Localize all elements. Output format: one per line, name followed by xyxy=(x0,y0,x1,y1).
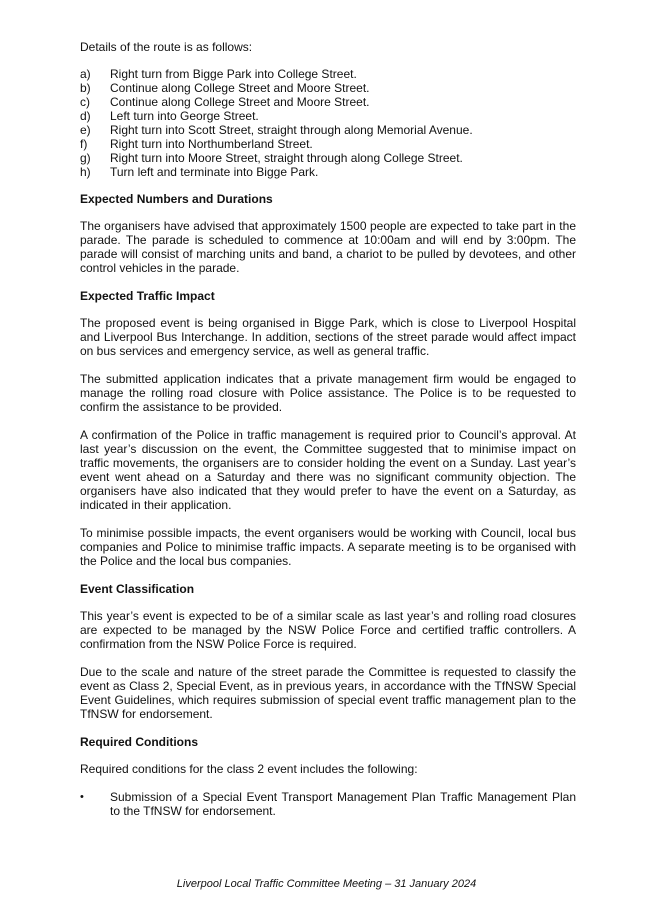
list-item-label: b) xyxy=(80,81,91,95)
list-item-label: g) xyxy=(80,151,91,165)
section-heading-classification: Event Classification xyxy=(80,582,195,596)
list-item-text: Right turn into Scott Street, straight through along Memorial Avenue. xyxy=(110,123,473,137)
list-item-text: Right turn into Moore Street, straight through along College Street. xyxy=(110,151,463,165)
traffic-paragraph-3: A confirmation of the Police in traffic management is required prior to Council’s approval. At last year’s discussion on the event, the Committee suggested that to minimise impact on traffic movements, the organisers are to consider holding the event on a Sunday. Last year’s event went ahead on a Saturday and there was no significant community objection. The organisers have also indicated that they would prefer to have the event on a Saturday, as indicated in their application. xyxy=(80,428,576,512)
page-footer: Liverpool Local Traffic Committee Meeting – 31 January 2024 xyxy=(176,878,477,890)
conditions-paragraph: Required conditions for the class 2 event includes the following: xyxy=(80,762,418,776)
bullet-item xyxy=(80,790,576,818)
classification-paragraph-2: Due to the scale and nature of the street parade the Committee is requested to classify the event as Class 2, Special Event, as in previous years, in accordance with the TfNSW Special Event Guidelines, which requires submission of special event traffic management plan to the TfNSW for endorsement. xyxy=(80,665,576,721)
section-heading-numbers: Expected Numbers and Durations xyxy=(80,192,273,206)
list-item-text: Turn left and terminate into Bigge Park. xyxy=(110,165,319,179)
list-item-label: f) xyxy=(80,137,88,151)
traffic-paragraph-1: The proposed event is being organised in Bigge Park, which is close to Liverpool Hospital and Liverpool Bus Interchange. In addition, sections of the street parade would affect impact on bus services and emergency service, as well as general traffic. xyxy=(80,316,576,358)
list-item xyxy=(80,151,576,165)
list-item xyxy=(80,95,576,109)
classification-paragraph-1: This year’s event is expected to be of a similar scale as last year’s and rolling road closures are expected to be managed by the NSW Police Force and certified traffic controllers. A confirmation from the NSW Police Force is required. xyxy=(80,609,576,651)
list-item xyxy=(80,67,576,81)
list-item xyxy=(80,137,576,151)
list-item-text: Continue along College Street and Moore Street. xyxy=(110,81,370,95)
bullet-text: Submission of a Special Event Transport Management Plan Traffic Management Plan to the TfNSW for endorsement. xyxy=(110,790,576,818)
list-item-label: c) xyxy=(80,95,90,109)
list-item-label: d) xyxy=(80,109,91,123)
section-heading-conditions: Required Conditions xyxy=(80,735,198,749)
list-item xyxy=(80,109,576,123)
route-intro: Details of the route is as follows: xyxy=(80,40,253,54)
section-heading-traffic: Expected Traffic Impact xyxy=(80,289,215,303)
list-item-text: Left turn into George Street. xyxy=(110,109,259,123)
list-item-label: h) xyxy=(80,165,91,179)
document-page xyxy=(80,40,576,818)
list-item-text: Right turn from Bigge Park into College Street. xyxy=(110,67,357,81)
numbers-paragraph: The organisers have advised that approximately 1500 people are expected to take part in the parade. The parade is scheduled to commence at 10:00am and will end by 3:00pm. The parade will consist of marching units and band, a chariot to be pulled by devotees, and other control vehicles in the parade. xyxy=(80,219,576,275)
list-item xyxy=(80,165,576,179)
list-item-text: Continue along College Street and Moore Street. xyxy=(110,95,370,109)
list-item-text: Right turn into Northumberland Street. xyxy=(110,137,313,151)
list-item xyxy=(80,81,576,95)
route-list xyxy=(80,67,576,179)
list-item-label: a) xyxy=(80,67,91,81)
traffic-paragraph-4: To minimise possible impacts, the event organisers would be working with Council, local bus companies and Police to minimise traffic impacts. A separate meeting is to be organised with the Police and the local bus companies. xyxy=(80,526,576,568)
list-item-label: e) xyxy=(80,123,91,137)
list-item xyxy=(80,123,576,137)
traffic-paragraph-2: The submitted application indicates that a private management firm would be engaged to manage the rolling road closure with Police assistance. The Police is to be requested to confirm the assistance to be provided. xyxy=(80,372,576,414)
bullet-icon: • xyxy=(80,791,84,803)
